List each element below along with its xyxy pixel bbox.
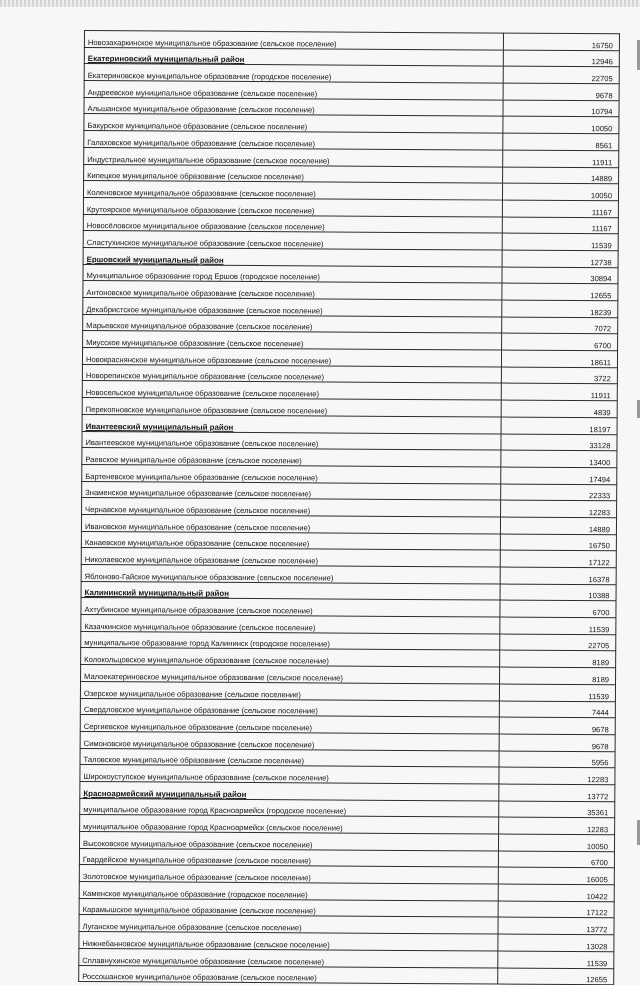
value-cell: 4839: [501, 400, 617, 417]
value-cell: 10422: [498, 884, 614, 901]
value-cell: 13028: [498, 934, 614, 951]
municipality-name: Яблоново-Гайское муниципальное образование (сельское поселение): [81, 564, 500, 583]
municipality-name: Широкоуступское муниципальное образование (сельское поселение): [80, 765, 499, 784]
value-cell: 3722: [501, 367, 617, 384]
municipality-name: Канаевское муниципальное образование (сельское поселение): [81, 531, 500, 550]
value-cell: 17122: [500, 550, 616, 567]
value-cell: 12283: [501, 500, 617, 517]
municipality-name: Николаевское муниципальное образование (сельское поселение): [81, 548, 500, 567]
municipality-name: Сплавнухинское муниципальное образование (сельское поселение): [79, 948, 498, 967]
municipality-name: Колокольцовское муниципальное образование (сельское поселение): [81, 648, 500, 667]
municipality-name: Коленовское муниципальное образование (сельское поселение): [83, 181, 502, 200]
municipality-name: Раевское муниципальное образование (сельское поселение): [82, 448, 501, 467]
municipality-name: Кипецкое муниципальное образование (сельское поселение): [84, 164, 503, 183]
value-cell: 8561: [503, 133, 619, 150]
municipality-name: Ивантеевское муниципальное образование (сельское поселение): [82, 431, 501, 450]
district-name: Екатериновский муниципальный район: [84, 47, 503, 66]
municipality-name: Новосёловское муниципальное образование (сельское поселение): [83, 214, 502, 233]
municipality-name: Озерское муниципальное образование (сельское поселение): [80, 681, 499, 700]
value-cell: 22705: [500, 634, 616, 651]
value-cell: 18197: [501, 417, 617, 434]
municipality-name: Чернавское муниципальное образование (сельское поселение): [82, 498, 501, 517]
municipality-name: Малоекатериновское муниципальное образование (сельское поселение): [81, 665, 500, 684]
value-cell: 9678: [503, 83, 619, 100]
municipality-name: Миусское муниципальное образование (сельское поселение): [83, 331, 502, 350]
municipality-name: Крутоярское муниципальное образование (сельское поселение): [83, 197, 502, 216]
municipality-name: Перекопновское муниципальное образование (сельское поселение): [82, 398, 501, 417]
municipality-name: Ивановское муниципальное образование (сельское поселение): [81, 514, 500, 533]
value-cell: 12283: [499, 767, 615, 784]
municipality-name: муниципальное образование город Красноармейск (сельское поселение): [80, 815, 499, 834]
value-cell: 11539: [499, 684, 615, 701]
municipality-name: Таловское муниципальное образование (сельское поселение): [80, 748, 499, 767]
value-cell: 16750: [500, 534, 616, 551]
municipality-name: Золотовское муниципальное образование (сельское поселение): [79, 865, 498, 884]
municipality-name: муниципальное образование город Красноармейск (городское поселение): [80, 798, 499, 817]
value-cell: 11539: [502, 233, 618, 250]
municipality-name: Альшанское муниципальное образование (сельское поселение): [84, 97, 503, 116]
table-body: [79, 31, 620, 985]
value-cell: 12655: [502, 283, 618, 300]
value-cell: 12655: [498, 968, 614, 985]
municipality-name: Марьевское муниципальное образование (сельское поселение): [83, 314, 502, 333]
municipality-name: Муниципальное образование город Ершов (городское поселение): [83, 264, 502, 283]
municipality-name: Сластухинское муниципальное образование (сельское поселение): [83, 231, 502, 250]
district-name: Калининский муниципальный район: [81, 581, 500, 600]
value-cell: 17122: [498, 901, 614, 918]
municipality-name: Бартеневское муниципальное образование (сельское поселение): [82, 464, 501, 483]
value-cell: 16378: [500, 567, 616, 584]
value-cell: 16750: [503, 33, 619, 50]
municipality-name: Индустриальное муниципальное образование (сельское поселение): [84, 147, 503, 166]
value-cell: 14889: [500, 517, 616, 534]
value-cell: 7072: [502, 317, 618, 334]
municipality-name: Новозахаркинское муниципальное образование (сельское поселение): [84, 31, 503, 50]
value-cell: 10388: [500, 584, 616, 601]
value-cell: 18611: [501, 350, 617, 367]
value-cell: 5956: [499, 751, 615, 768]
value-cell: 33128: [501, 434, 617, 451]
municipality-name: Новокраснянское муниципальное образование (сельское поселение): [82, 348, 501, 367]
value-cell: 11539: [500, 617, 616, 634]
municipality-name: Высоковское муниципальное образование (сельское поселение): [80, 831, 499, 850]
value-cell: 12283: [499, 817, 615, 834]
municipal-values-table: [78, 30, 620, 985]
municipality-name: Галаховское муниципальное образование (сельское поселение): [84, 131, 503, 150]
scan-top-band: [0, 0, 640, 7]
value-cell: 13400: [501, 450, 617, 467]
value-cell: 12946: [503, 50, 619, 67]
municipality-name: Гвардейское муниципальное образование (сельское поселение): [79, 848, 498, 867]
district-name: Ивантеевский муниципальный район: [82, 414, 501, 433]
value-cell: 10050: [503, 116, 619, 133]
municipality-name: Декабристское муниципальное образование (сельское поселение): [83, 297, 502, 316]
value-cell: 13772: [499, 784, 615, 801]
value-cell: 12738: [502, 250, 618, 267]
value-cell: 9678: [499, 717, 615, 734]
value-cell: 11539: [498, 951, 614, 968]
municipality-name: Карамышское муниципальное образование (сельское поселение): [79, 898, 498, 917]
municipality-name: Луганское муниципальное образование (сельское поселение): [79, 915, 498, 934]
value-cell: 11911: [503, 150, 619, 167]
municipality-name: Андреевское муниципальное образование (сельское поселение): [84, 81, 503, 100]
value-cell: 16005: [498, 867, 614, 884]
value-cell: 17494: [501, 467, 617, 484]
value-cell: 7444: [499, 701, 615, 718]
value-cell: 6700: [498, 851, 614, 868]
municipality-name: муниципальное образование город Калининск (городское поселение): [81, 631, 500, 650]
value-cell: 22333: [501, 484, 617, 501]
value-cell: 35361: [499, 801, 615, 818]
municipality-name: Казачкинское муниципальное образование (сельское поселение): [81, 615, 500, 634]
table-row: [79, 965, 614, 985]
municipality-name: Антоновское муниципальное образование (сельское поселение): [83, 281, 502, 300]
municipality-name: Свердловское муниципальное образование (сельское поселение): [80, 698, 499, 717]
municipality-name: Сергиевское муниципальное образование (сельское поселение): [80, 715, 499, 734]
municipality-name: Россошанское муниципальное образование (сельское поселение): [79, 965, 498, 984]
value-cell: 8189: [500, 667, 616, 684]
municipality-name: Новорепинское муниципальное образование (сельское поселение): [82, 364, 501, 383]
value-cell: 14889: [503, 167, 619, 184]
value-cell: 18239: [502, 300, 618, 317]
municipality-name: Каменское муниципальное образование (городское поселение): [79, 882, 498, 901]
value-cell: 8189: [500, 650, 616, 667]
municipality-name: Новосельское муниципальное образование (сельское поселение): [82, 381, 501, 400]
value-cell: 11167: [502, 217, 618, 234]
municipality-name: Екатериновское муниципальное образование (городское поселение): [84, 64, 503, 83]
value-cell: 11167: [502, 200, 618, 217]
municipality-name: Знаменское муниципальное образование (сельское поселение): [82, 481, 501, 500]
value-cell: 9678: [499, 734, 615, 751]
district-name: Ершовский муниципальный район: [83, 247, 502, 266]
value-cell: 10794: [503, 100, 619, 117]
value-cell: 13772: [498, 917, 614, 934]
value-cell: 6700: [500, 600, 616, 617]
district-name: Красноармейский муниципальный район: [80, 781, 499, 800]
value-cell: 22705: [503, 66, 619, 83]
municipality-name: Симоновское муниципальное образование (сельское поселение): [80, 731, 499, 750]
value-cell: 10050: [498, 834, 614, 851]
value-cell: 10050: [502, 183, 618, 200]
municipality-name: Бакурское муниципальное образование (сельское поселение): [84, 114, 503, 133]
municipality-name: Ахтубинское муниципальное образование (сельское поселение): [81, 598, 500, 617]
value-cell: 30894: [502, 267, 618, 284]
value-cell: 11911: [501, 383, 617, 400]
value-cell: 6700: [502, 333, 618, 350]
municipality-name: Нижнебанновское муниципальное образование (сельское поселение): [79, 932, 498, 951]
